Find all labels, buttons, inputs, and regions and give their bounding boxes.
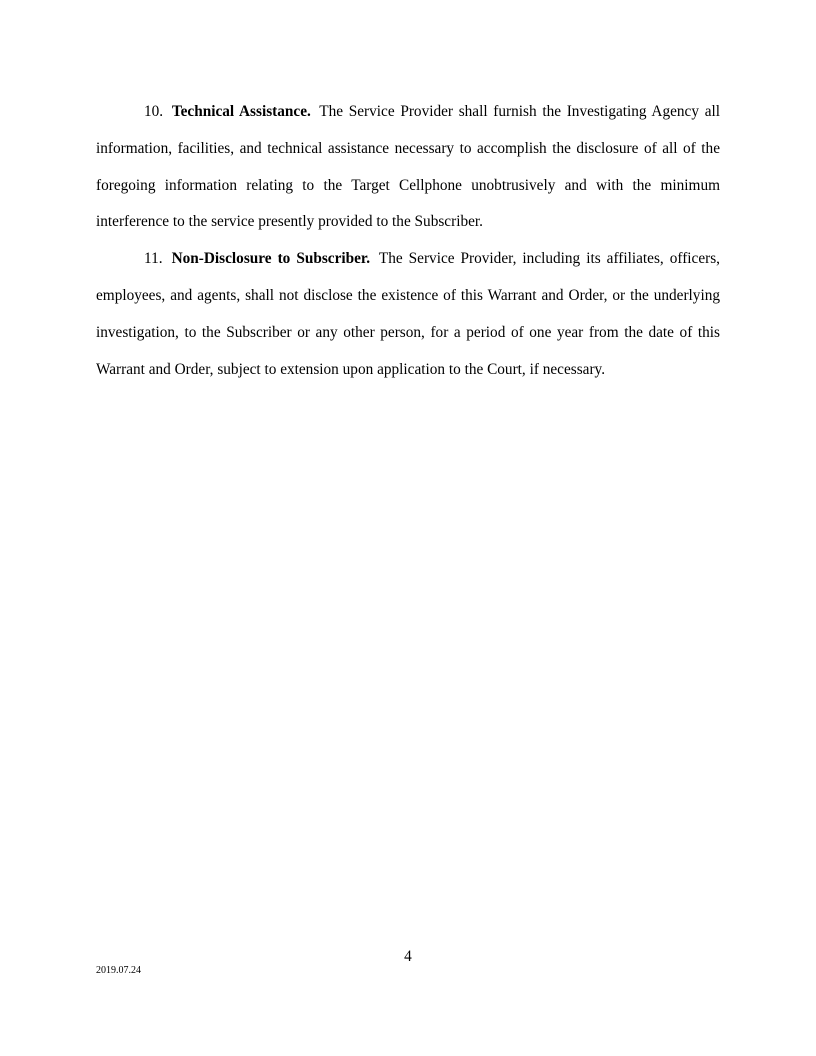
paragraph-technical-assistance (96, 94, 720, 241)
paragraph-number: 11. (144, 250, 163, 268)
paragraph-text: The Service Provider shall furnish the Investigating Agency all information, facilities, and technical assistance necessary to accomplish the disclosure of all of the foregoing information relating to the Target Cellphone unobtrusively and with the minimum interference to the service presently provided to the Subscriber. (96, 103, 720, 231)
footer-date: 2019.07.24 (96, 965, 141, 976)
paragraph-non-disclosure (96, 241, 720, 388)
page-number: 4 (404, 948, 412, 965)
paragraph-heading: Technical Assistance. (171, 103, 311, 120)
paragraph-text: The Service Provider, including its affiliates, officers, employees, and agents, shall not disclose the existence of this Warrant and Order, or the underlying investigation, to the Subscriber or any other person, for a period of one year from the date of this Warrant and Order, subject to extension upon application to the Court, if necessary. (96, 250, 720, 378)
paragraph-heading: Non-Disclosure to Subscriber. (171, 250, 371, 268)
paragraph-number: 10. (144, 103, 164, 120)
document-body (96, 94, 720, 388)
